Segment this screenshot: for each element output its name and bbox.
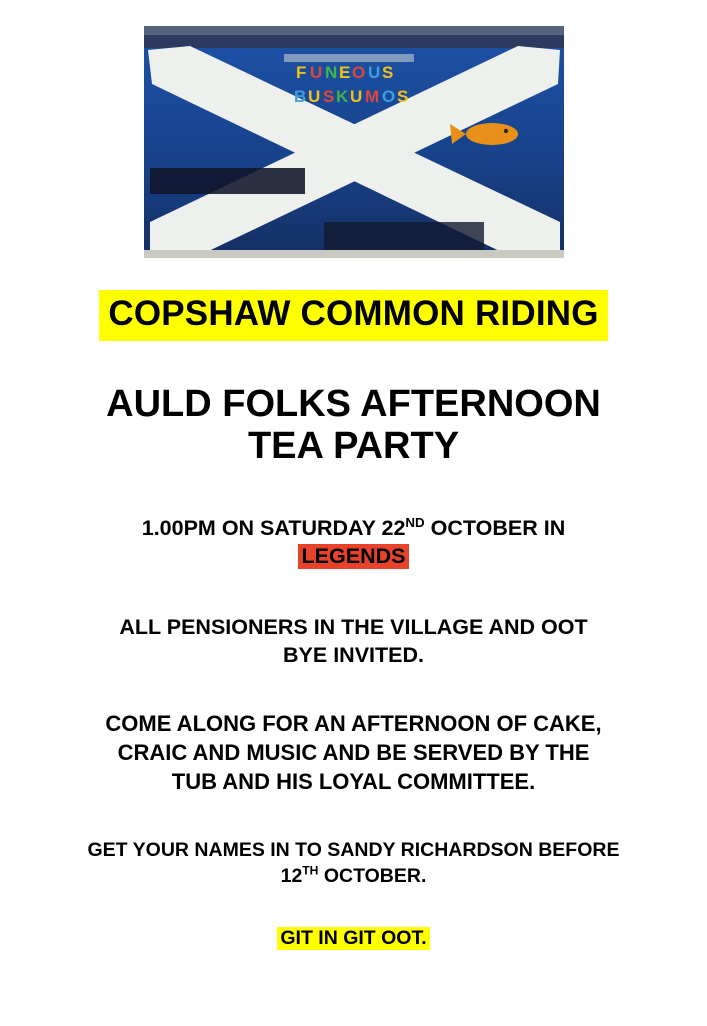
svg-text:U: U <box>367 63 380 82</box>
rsvp-block <box>44 838 664 889</box>
svg-text:M: M <box>364 87 379 106</box>
rsvp-date-prefix: 12 <box>280 865 303 888</box>
page-title: COPSHAW COMMON RIDING <box>99 290 607 341</box>
details-line-1: COME ALONG FOR AN AFTERNOON OF CAKE, <box>105 711 602 737</box>
svg-text:S: S <box>396 87 408 106</box>
saltire-flag-photo <box>144 26 564 258</box>
details-line-2: CRAIC AND MUSIC AND BE SERVED BY THE <box>117 740 590 766</box>
svg-text:K: K <box>335 87 348 106</box>
svg-text:O: O <box>381 87 395 106</box>
svg-text:S: S <box>322 87 334 106</box>
event-time-prefix: 1.00PM ON SATURDAY 22 <box>141 515 406 540</box>
svg-text:N: N <box>324 63 337 82</box>
event-venue: LEGENDS <box>298 544 410 569</box>
svg-text:B: B <box>293 87 306 106</box>
rsvp-line-2 <box>44 864 664 890</box>
rsvp-date-ordinal: TH <box>302 863 319 878</box>
closing-block <box>44 926 664 952</box>
svg-text:S: S <box>381 63 393 82</box>
event-time-block <box>44 514 664 571</box>
svg-text:U: U <box>349 87 362 106</box>
poster-page <box>0 26 707 1026</box>
invitation-block <box>44 613 664 670</box>
rsvp-line-1: GET YOUR NAMES IN TO SANDY RICHARDSON BEFORE <box>87 839 620 862</box>
invitation-line-1: ALL PENSIONERS IN THE VILLAGE AND OOT <box>119 614 588 639</box>
invitation-line-2: BYE INVITED. <box>283 642 424 667</box>
rsvp-date-suffix: OCTOBER. <box>318 865 427 888</box>
event-venue-line <box>44 542 664 570</box>
event-time-line <box>44 514 664 542</box>
svg-text:O: O <box>351 63 365 82</box>
details-block <box>44 709 664 796</box>
headline <box>44 383 664 468</box>
event-time-suffix: OCTOBER IN <box>424 515 566 540</box>
event-time-ordinal: ND <box>405 514 425 530</box>
svg-text:U: U <box>307 87 320 106</box>
details-line-3: TUB AND HIS LOYAL COMMITTEE. <box>171 769 536 795</box>
svg-text:F: F <box>295 63 306 82</box>
svg-text:U: U <box>309 63 322 82</box>
closing-text: GIT IN GIT OOT. <box>277 927 429 950</box>
title-row <box>0 290 707 341</box>
flag-image <box>144 26 564 258</box>
headline-line-1: AULD FOLKS AFTERNOON <box>106 382 601 425</box>
svg-text:E: E <box>338 63 350 82</box>
headline-line-2: TEA PARTY <box>247 425 460 468</box>
